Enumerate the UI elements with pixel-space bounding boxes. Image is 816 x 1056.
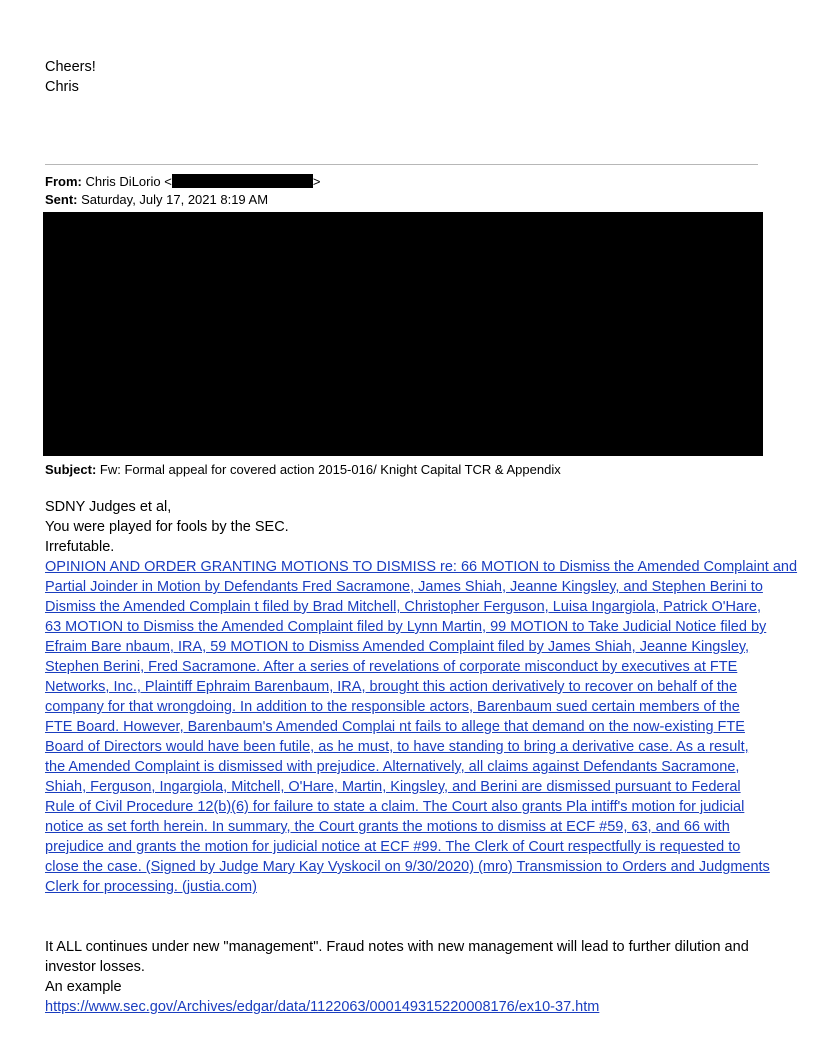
link-line[interactable]: Efraim Bare nbaum, IRA, 59 MOTION to Dismiss Amended Complaint filed by James Shiah, Jeanne Kingsley, bbox=[45, 639, 750, 655]
link-line[interactable]: Networks, Inc., Plaintiff Ephraim Barenbaum, IRA, brought this action derivatively to recover on behalf of the bbox=[45, 679, 738, 695]
subject-value: Fw: Formal appeal for covered action 2015-016/ Knight Capital TCR & Appendix bbox=[99, 462, 561, 477]
link-line[interactable]: close the case. (Signed by Judge Mary Kay Vyskocil on 9/30/2020) (mro) Transmission to Orders and Judgments bbox=[45, 859, 770, 875]
signoff-greeting: Cheers! bbox=[45, 59, 96, 75]
redacted-recipients-block bbox=[43, 212, 763, 456]
sent-row bbox=[45, 191, 268, 209]
link-line[interactable]: the Amended Complaint is dismissed with prejudice. Alternatively, all claims against Defendants Sacramone, bbox=[45, 759, 740, 775]
message-line: An example bbox=[45, 979, 122, 995]
link-line[interactable]: Dismiss the Amended Complain t filed by Brad Mitchell, Christopher Ferguson, Luisa Ingargiola, Patrick O'Hare, bbox=[45, 599, 762, 615]
from-row bbox=[45, 173, 320, 191]
message-opening bbox=[45, 497, 775, 557]
signoff-name: Chris bbox=[45, 79, 79, 95]
redacted-email-address bbox=[172, 174, 313, 188]
from-label: From: bbox=[45, 174, 82, 189]
link-line[interactable]: Shiah, Ferguson, Ingargiola, Mitchell, O'Hare, Martin, Kingsley, and Berini are dismissed pursuant to Federal bbox=[45, 779, 741, 795]
link-line[interactable]: Partial Joinder in Motion by Defendants Fred Sacramone, James Shiah, Jeanne Kingsley, and Stephen Berini to bbox=[45, 579, 763, 595]
link-line[interactable]: OPINION AND ORDER GRANTING MOTIONS TO DISMISS re: 66 MOTION to Dismiss the Amended Complaint and bbox=[45, 559, 798, 575]
sent-value: Saturday, July 17, 2021 8:19 AM bbox=[81, 192, 269, 207]
message-line: It ALL continues under new "management". Fraud notes with new management will lead to further dilution and bbox=[45, 939, 749, 955]
link-line[interactable]: Clerk for processing. (justia.com) bbox=[45, 879, 257, 895]
message-line: investor losses. bbox=[45, 959, 145, 975]
link-line[interactable]: Stephen Berini, Fred Sacramone. After a series of revelations of corporate misconduct by executives at FTE bbox=[45, 659, 738, 675]
separator-rule bbox=[45, 164, 758, 165]
from-close: > bbox=[312, 174, 321, 189]
redaction-residue bbox=[45, 452, 405, 458]
link-line[interactable]: prejudice and grants the motion for judicial notice at ECF #99. The Clerk of Court respectfully is requested to bbox=[45, 839, 741, 855]
message-line: You were played for fools by the SEC. bbox=[45, 519, 289, 535]
sent-label: Sent: bbox=[45, 192, 78, 207]
subject-row bbox=[45, 461, 561, 479]
link-line[interactable]: 63 MOTION to Dismiss the Amended Complaint filed by Lynn Martin, 99 MOTION to Take Judicial Notice filed by bbox=[45, 619, 767, 635]
message-closing bbox=[45, 937, 775, 1017]
link-line[interactable]: Board of Directors would have been futile, as he must, to have standing to bring a derivative case. As a result, bbox=[45, 739, 749, 755]
subject-label: Subject: bbox=[45, 462, 97, 477]
message-line: Irrefutable. bbox=[45, 539, 115, 555]
salutation: SDNY Judges et al, bbox=[45, 499, 172, 515]
from-name: Chris DiLorio < bbox=[85, 174, 172, 189]
link-line[interactable]: FTE Board. However, Barenbaum's Amended Complai nt fails to allege that demand on the now-existing FTE bbox=[45, 719, 745, 735]
sec-filing-link[interactable]: https://www.sec.gov/Archives/edgar/data/1122063/000149315220008176/ex10-37.htm bbox=[45, 999, 600, 1015]
link-line[interactable]: Rule of Civil Procedure 12(b)(6) for failure to state a claim. The Court also grants Pla intiff's motion for judicial bbox=[45, 799, 745, 815]
link-line[interactable]: notice as set forth herein. In summary, the Court grants the motions to dismiss at ECF #59, 63, and 66 with bbox=[45, 819, 730, 835]
court-order-link[interactable] bbox=[45, 557, 798, 897]
link-line[interactable]: company for that wrongdoing. In addition to the responsible actors, Barenbaum sued certain members of the bbox=[45, 699, 740, 715]
